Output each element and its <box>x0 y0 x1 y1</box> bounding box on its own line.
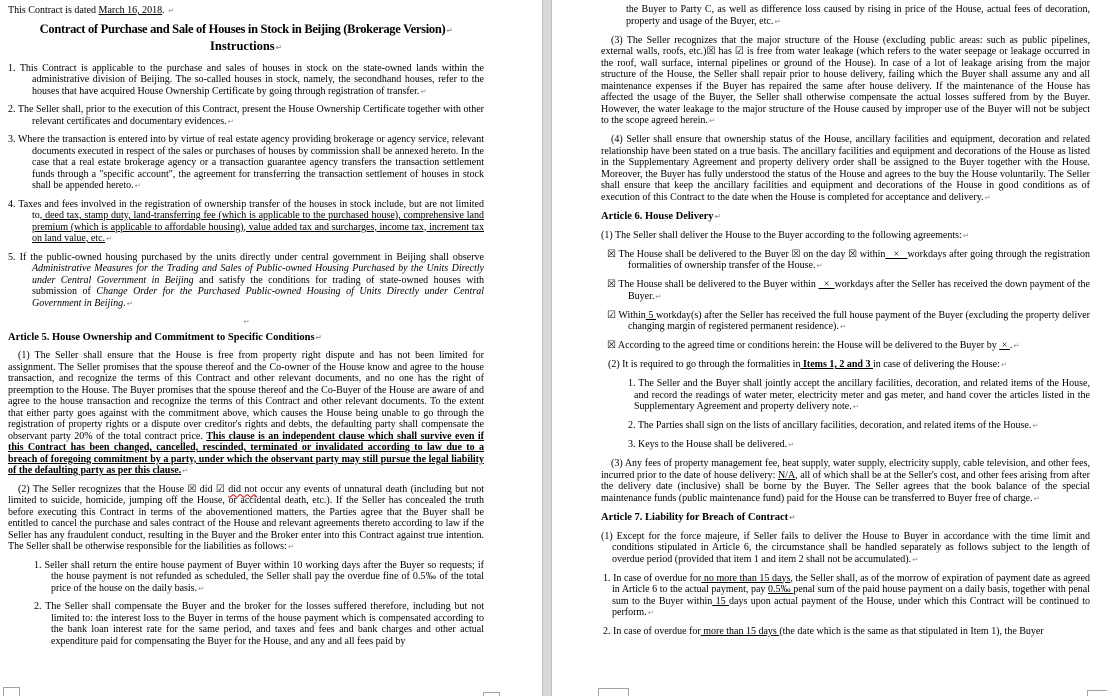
text-run: . <box>123 297 126 309</box>
text-run: no more than 15 days <box>701 572 791 584</box>
paragraph-mark: ↵ <box>912 554 919 564</box>
text-run: (1) The Seller shall ensure that the House is free from property right dispute and has not been limited for assignment. The Seller promises that the spouse thereof and the Co-owner of the House know and agree to the house transaction, and recognize the terms of this Contract and other relevant documents, and no one has the right of preemption to the House. The Buyer promises that the spouse thereof and the Co-Buyer of the House are aware of and agree to the house transaction and recognize the terms of this Contract and other relevant documents. To the extent that either party goes against with the commitment above, which causes the House being unable to go through the registration of property rights or a dispute over creditor's rights and debts, the defaulting party shall compensate the observant party 20% of the total contract price. <box>8 350 484 442</box>
block-p0 <box>601 230 1090 242</box>
block-cb <box>607 340 1090 352</box>
block-p7 <box>608 359 1090 371</box>
block-subtitle <box>8 41 484 54</box>
document-page-2[interactable] <box>552 0 1107 696</box>
block-li2 <box>34 601 484 647</box>
text-run: ☒ According to the agreed time or conditions herein: the House will be delivered to the Buyer by <box>607 340 1000 351</box>
paragraph-mark: ↵ <box>774 16 781 26</box>
paragraph-mark: ↵ <box>1032 421 1039 430</box>
text-run: Administrative Measures for the Trading and Sales of Public-owned Housing Purchased by the Units Directly under Central Government in Beijing <box>32 263 484 286</box>
block-cb <box>607 249 1090 272</box>
paragraph-mark: ↵ <box>1000 360 1008 369</box>
text-run: 2. In case of overdue for <box>603 626 701 637</box>
text-run: occur any events of unnatural death (including but not limited to suicide, homicide, jumping off the House, or accidental death, etc.). If the Seller has concealed the truth before executing this Contract in terms of the abovementioned matters, the Parties agree that the Buyer shall be entitled to cancel the purchase and sales contract of the House and relevant agreements thereto according to law if the Seller has any fraudulent conduct, resulting in the Buyer and the Broker enter into this Contract against true intention. The Seller shall be otherwise responsible for the liabilities as follows: <box>8 483 484 552</box>
text-run: (1) The Seller shall deliver the House to the Buyer according to the following agreements: <box>601 229 962 241</box>
text-run: This Contract is dated <box>8 5 99 16</box>
block-li1 <box>8 199 484 245</box>
text-run: Contract of Purchase and Sale of Houses in Stock in Beijing (Brokerage Version) <box>39 21 446 36</box>
text-run: × <box>999 340 1010 351</box>
paragraph-mark: ↵ <box>126 298 133 308</box>
paragraph-mark: ↵ <box>106 234 113 243</box>
paragraph-mark: ↵ <box>789 512 796 522</box>
text-run: 0.5‰ <box>768 584 794 595</box>
paragraph-mark: ↵ <box>420 86 427 96</box>
paragraph-mark: ↵ <box>227 116 234 126</box>
text-run: Instructions <box>210 39 275 53</box>
text-run: ☒ The House shall be delivered to the Buyer within <box>607 279 819 290</box>
text-run: more than 15 days <box>700 626 780 637</box>
paragraph-mark: ↵ <box>446 25 453 35</box>
block-pi <box>601 35 1090 127</box>
paragraph-mark: ↵ <box>984 192 991 202</box>
text-run: penal sum of the paid house payment on a daily basis, together with penal sum to the Buyer within <box>612 584 1091 607</box>
text-run: . <box>162 5 168 16</box>
text-run: 2. The Seller shall compensate the Buyer and the broker for the losses suffered therefore, including but not limited to: the interest loss to the Buyer in terms of the house payment which is compensated according to the bank loan interest rate for the same period, and taxes and fees and bank charges and other actual expenditure paid for compensating the Buyer for the House, and any and all fees paid by <box>34 601 484 647</box>
paragraph-mark: ↵ <box>168 6 175 15</box>
text-run: Article 6. House Delivery <box>601 210 714 222</box>
text-run: This clause is an independent clause which shall survive even if this Contract has been changed, cancelled, rescinded, terminated or invalidated according to law due to a breach of foregoing commitment by a party, under which the observant party may still pursue the legal liability of the defaulting party as per this clause. <box>8 430 485 476</box>
document-page-1[interactable] <box>0 0 542 696</box>
text-run: 5 <box>645 309 657 321</box>
text-run: , all of which shall be at the Seller's cost, and other fees arising from after the delivery date (inclusive) shall be borne by the Buyer. The Seller agrees that the book balance of the special maintenance funds (public maintenance fund) paid for the House can be transferred to Buyer free of charge. <box>601 469 1090 504</box>
text-run: 3. Keys to the House shall be delivered. <box>628 439 788 450</box>
text-run: 3. Where the transaction is entered into by virtue of real estate agency providing brokerage or agency service, relevant documents executed in respect of the sales or purchases of houses by commission shall be annexed hereto. In the case that a real estate brokerage agency or a transaction guarantee agency transfers the transaction settlement funds through a "specific account", the agreement for transferring the transaction settlement of houses in stock shall be appended hereto. <box>8 134 484 191</box>
paragraph-mark: ↵ <box>655 291 662 301</box>
block-pi <box>601 458 1090 504</box>
block-li2 <box>34 560 484 595</box>
text-run: ☑ Within <box>607 309 646 321</box>
text-run: in case of delivering the House: <box>872 359 1000 370</box>
block-lir <box>628 378 1090 413</box>
text-boundary-mark <box>1087 690 1107 696</box>
block-lir <box>628 439 1090 451</box>
text-run: 1. Seller shall return the entire house payment of Buyer within 10 working days after the Buyer so requests; if the house payment is not refunded as scheduled, the Seller shall pay the overdue fine of 0.5‰ of the total price of the house on the daily basis. <box>34 559 484 594</box>
text-run: workdays after the Seller has received the down payment of the Buyer. <box>628 279 1090 302</box>
block-h3 <box>8 332 484 344</box>
text-run: days upon actual payment of the House, under which this Contract will be continued to perform. <box>612 595 1091 618</box>
paragraph-mark: ↵ <box>816 261 823 270</box>
block-li1 <box>8 252 484 310</box>
text-run: 5. If the public-owned housing purchased by the units directly under central government in Beijing shall observe <box>8 251 484 263</box>
text-run: × <box>885 248 908 260</box>
block-li1 <box>8 134 484 192</box>
text-run: (2) The Seller recognizes that the House ☒ did ☑ <box>18 483 229 495</box>
block-li1 <box>8 104 484 127</box>
paragraph-mark: ↵ <box>1033 493 1040 503</box>
text-run: 1. This Contract is applicable to the purchase and sales of houses in stock on the state-owned lands within the administrative division of Beijing. The so-called houses in stock, namely, the secondhand houses, refer to the houses that have acquired House Ownership Certificate by going through registration of transfer. <box>8 62 484 97</box>
paragraph-mark: ↵ <box>315 332 322 342</box>
block-pi <box>8 484 484 553</box>
block-title <box>8 21 484 37</box>
block-pi <box>8 350 484 477</box>
paragraph-mark: ↵ <box>243 317 250 326</box>
text-run: 1. The Seller and the Buyer shall jointly accept the ancillary facilities, decoration, and related items of the House, and record the readings of water meter, electricity meter and gas meter, and hand cover the articles listed in the Supplementary Agreement and property delivery note. <box>628 378 1090 412</box>
text-run: (1) Except for the force majeure, if Seller fails to deliver the House to Buyer in accordance with the time limit and conditions stipulated in Article 6, the circumstance shall be handled separately as follows subject to the length of overdue period (provided that item 1 and item 2 shall not be accumulated). <box>601 530 1090 565</box>
paragraph-mark: ↵ <box>714 211 721 221</box>
text-run: 2. The Parties shall sign on the lists of ancillary facilities, decoration, and related items of the House. <box>628 420 1032 431</box>
text-run: March 16, 2018 <box>98 5 163 16</box>
text-run: (the date which is the same as that stipulated in Item 1), the Buyer <box>779 626 1044 637</box>
text-boundary-mark <box>598 688 629 696</box>
paragraph-mark: ↵ <box>647 608 655 617</box>
block-h3 <box>601 512 1090 524</box>
text-run: , the Seller shall, as of the morrow of expiration of payment date as agreed in Article 6 to the actual payment, pay <box>612 572 1091 595</box>
text-run: workdays after going through the registration formalities of ownership transfer of the House. <box>628 248 1090 271</box>
block-pi <box>601 134 1090 203</box>
text-boundary-mark <box>483 692 500 696</box>
text-run: Change Order for the Purchased Public-owned Housing of Units Directly under Central Government in Beijing <box>32 286 484 309</box>
text-run: N/A <box>777 469 796 481</box>
text-run: Items 1, 2 and 3 <box>800 359 873 370</box>
text-boundary-mark <box>3 687 20 696</box>
text-run: 4. Taxes and fees involved in the registration of ownership transfer of the houses in stock include, but are not limited to, <box>8 198 484 221</box>
paragraph-mark: ↵ <box>1013 341 1020 350</box>
block-lir <box>628 420 1090 432</box>
block-cb <box>607 279 1090 302</box>
page-gap <box>542 0 552 696</box>
text-run: and satisfy the conditions for trading of state-owned houses with submission of <box>32 274 484 297</box>
paragraph-mark: ↵ <box>287 542 295 551</box>
paragraph-mark: ↵ <box>788 440 795 449</box>
text-run: 2. The Seller shall, prior to the execution of this Contract, present the House Ownership Certificate together with other relevant certificates and documentary evidences. <box>8 104 484 127</box>
text-run: (3) Any fees of property management fee, heat supply, water supply, electricity supply, cable television, and other fees, incurred prior to the date of house delivery: <box>601 458 1090 481</box>
text-run: 1. In case of overdue for <box>603 572 702 584</box>
text-run: Article 7. Liability for Breach of Contract <box>601 511 789 523</box>
block-cb <box>607 310 1090 333</box>
text-run: the Buyer to Party C, as well as difference loss caused by rising in price of the House, actual fees of decoration, property and usage of the Buyer, etc. <box>626 4 1090 27</box>
paragraph-mark: ↵ <box>275 43 282 52</box>
paragraph-mark: ↵ <box>852 402 860 411</box>
text-run: deed tax, stamp duty, land-transferring fee (which is applicable to the purchased house), comprehensive land premium (which is applicable to affordable housing), value added tax and surcharges, income tax, increment tax on land value, etc. <box>32 210 484 244</box>
block-spacer <box>8 316 484 328</box>
block-li7 <box>603 626 1090 638</box>
text-run: × <box>818 279 835 290</box>
block-li7 <box>603 573 1090 619</box>
block-dateline <box>8 5 484 17</box>
paragraph-mark: ↵ <box>839 322 847 331</box>
paragraph-mark: ↵ <box>198 583 205 593</box>
paragraph-mark: ↵ <box>962 230 970 240</box>
text-run: (3) The Seller recognizes that the major structure of the House (excluding public areas: such as public pipelines, external walls, roofs, etc.)☒ has ☑ is free from water leakage (which refers to the water seepage or leakage occurred in the roof, wall surface, internal pipelines or ground of the House). In case of a lot of leakage arising from the major structure of the House, the Seller shall repair prior to house delivery, failing which the Buyer shall assume any and all maintenance expenses if the Buyer has repaired the same after house delivery. If the maintenance of the House has affected the usage of the Buyer, the Seller shall otherwise compensate the actual losses suffered from by the Buyer. However, the water leakage to the major structure of the House caused by improper use of the Buyer will not be subject to the scope agreed herein. <box>601 34 1090 126</box>
text-run: (2) It is required to go through the formalities in <box>608 359 801 370</box>
text-run: Article 5. House Ownership and Commitment to Specific Conditions <box>8 331 315 343</box>
text-run: . <box>1009 340 1013 351</box>
text-run: 15 <box>712 595 730 607</box>
text-run: (4) Seller shall ensure that ownership status of the House, ancillary facilities and equipment, decoration and related relationship have been stated on a true basis. The ancillary facilities and equipment and decorations of the House as listed in the Supplementary Agreement and property delivery order shall be assigned to the Buyer together with the House. Moreover, the Buyer has fully understood the status of the House and agrees to the buy the House voluntarily. The Seller shall ensure that keep the ancillary facilities and equipment and decorations of the House in good conditions as of execution of this Contract to the date when the House is completed for acceptance and delivery. <box>601 134 1090 203</box>
block-li1 <box>8 63 484 98</box>
block-hang <box>601 531 1090 566</box>
paragraph-mark: ↵ <box>708 116 716 125</box>
block-h3 <box>601 211 1090 223</box>
block-cont <box>626 4 1090 27</box>
text-run: ☒ The House shall be delivered to the Buyer ☒ on the day ☒ within <box>607 248 886 260</box>
paragraph-mark: ↵ <box>134 181 141 190</box>
spellcheck-squiggle-text: did not <box>228 483 258 495</box>
text-run: workday(s) after the Seller has received the full house payment of the Buyer (excluding the property deliver changing margin of registered permanent residence). <box>628 309 1090 332</box>
paragraph-mark: ↵ <box>182 466 189 475</box>
